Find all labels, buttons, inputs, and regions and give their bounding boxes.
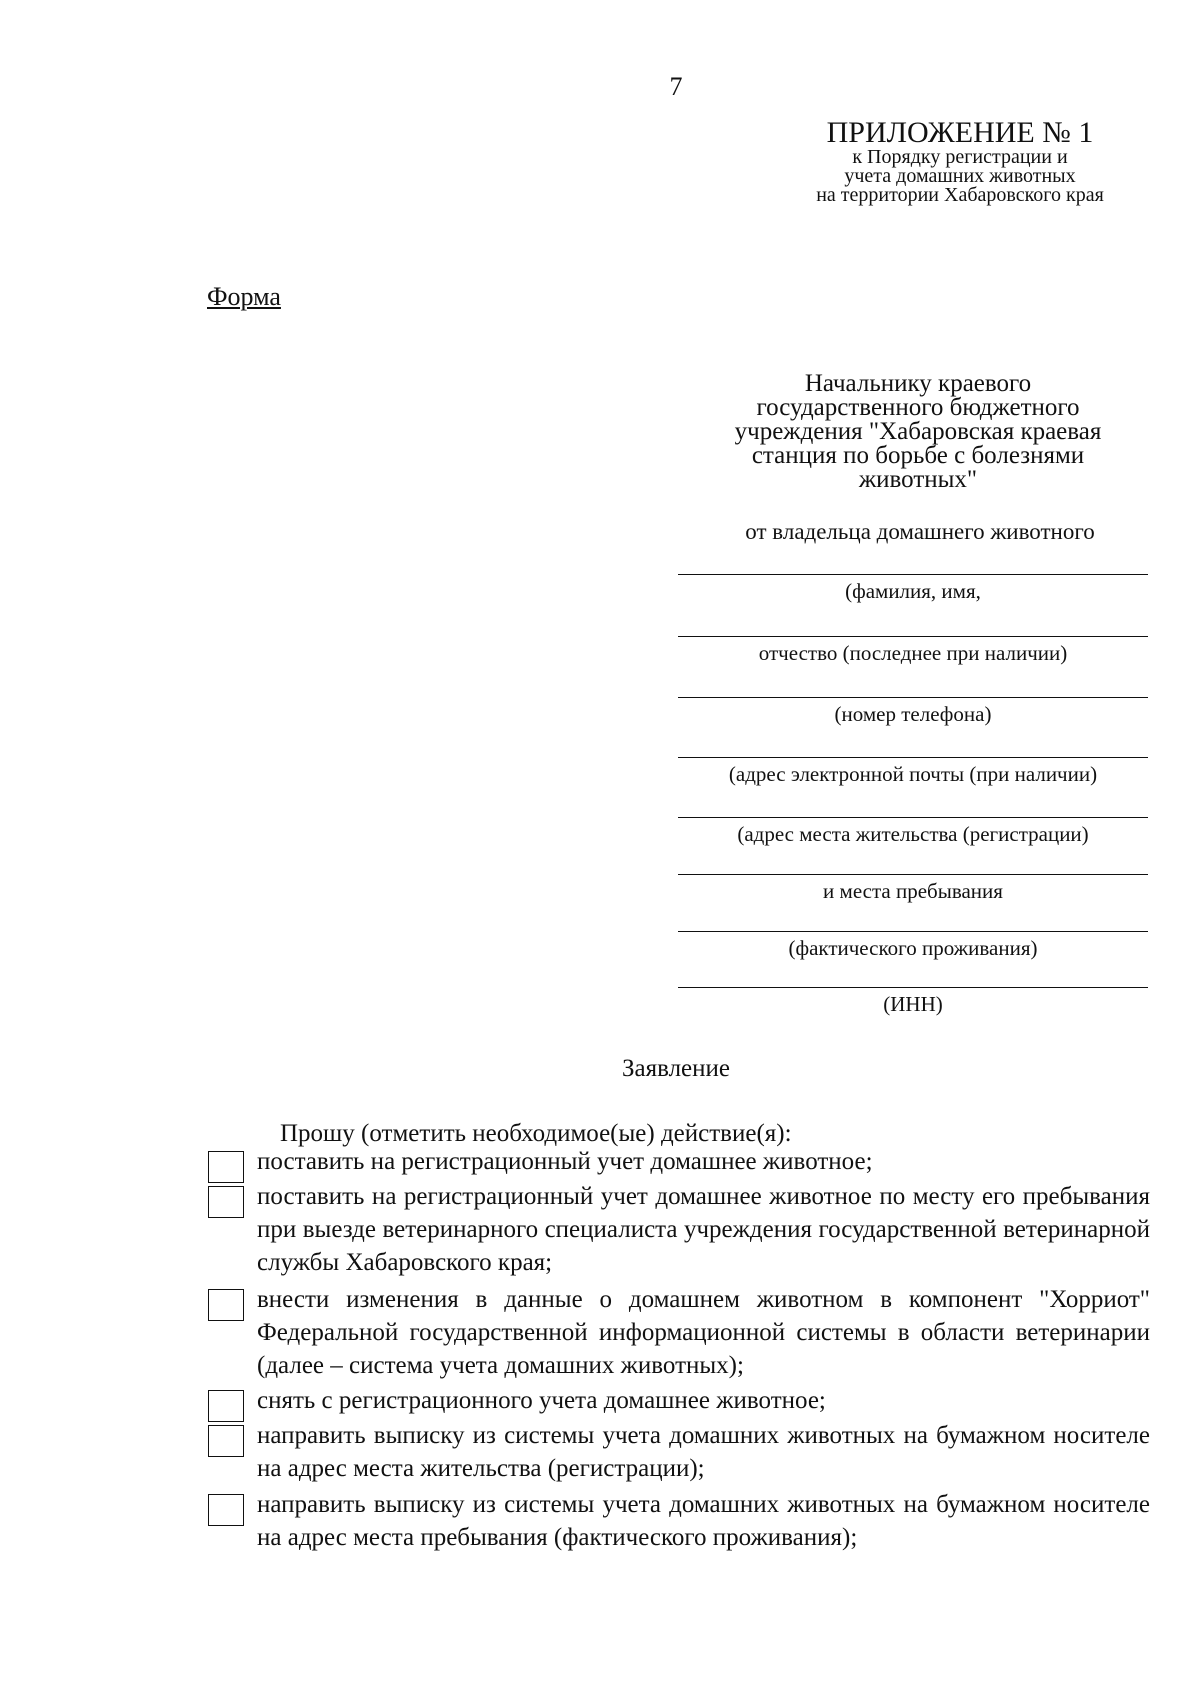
- fill-in-line[interactable]: [678, 757, 1148, 758]
- option-text: направить выписку из системы учета домашних животных на бумажном носителе на адрес места жительства (регистрации);: [257, 1422, 1150, 1482]
- appendix-line: к Порядку регистрации и: [852, 146, 1068, 168]
- stay-address-field[interactable]: [678, 874, 1148, 904]
- addressee-block: [688, 372, 1148, 492]
- field-caption: (ИНН): [883, 992, 943, 1016]
- option-register-at-stay-location: [208, 1180, 1150, 1279]
- fill-in-line[interactable]: [678, 931, 1148, 932]
- fill-in-line[interactable]: [678, 874, 1148, 875]
- appendix-line: учета домашних животных: [844, 165, 1076, 187]
- fill-in-line[interactable]: [678, 574, 1148, 575]
- option-checkbox[interactable]: [208, 1425, 244, 1457]
- from-owner-label: от владельца домашнего животного: [745, 519, 1095, 544]
- addressee-line: животных": [858, 466, 978, 493]
- fill-in-line[interactable]: [678, 817, 1148, 818]
- option-deregister-animal: [208, 1384, 1150, 1417]
- field-caption: (адрес электронной почты (при наличии): [728, 762, 1098, 786]
- option-checkbox[interactable]: [208, 1151, 244, 1183]
- request-intro: Прошу (отметить необходимое(ые) действие(я):: [280, 1120, 792, 1147]
- option-text: снять с регистрационного учета домашнее животное;: [257, 1387, 826, 1414]
- owner-patronymic-field[interactable]: [678, 636, 1148, 666]
- option-checkbox[interactable]: [208, 1289, 244, 1321]
- option-text: поставить на регистрационный учет домашнее животное по месту его пребывания при выезде ветеринарного специалиста учреждения государственной ветеринарной службы Хабаровского края;: [257, 1183, 1150, 1276]
- field-caption: (адрес места жительства (регистрации): [737, 822, 1089, 846]
- addressee-line: станция по борьбе с болезнями: [751, 442, 1085, 469]
- addressee-line: учреждения "Хабаровская краевая: [734, 418, 1102, 445]
- option-text: поставить на регистрационный учет домашнее животное;: [257, 1148, 873, 1175]
- field-caption: отчество (последнее при наличии): [758, 641, 1068, 665]
- residence-address-field[interactable]: [678, 817, 1148, 847]
- phone-field[interactable]: [678, 697, 1148, 727]
- option-extract-to-residence: [208, 1419, 1150, 1485]
- owner-name-field[interactable]: [678, 574, 1148, 604]
- option-text: внести изменения в данные о домашнем животном в компонент "Хорриот" Федеральной государственной информационной системы в области ветеринарии (далее – система учета домашних животных);: [257, 1286, 1150, 1379]
- option-checkbox[interactable]: [208, 1186, 244, 1218]
- page-number: 7: [669, 72, 683, 101]
- fill-in-line[interactable]: [678, 697, 1148, 698]
- option-text: направить выписку из системы учета домашних животных на бумажном носителе на адрес места пребывания (фактического проживания);: [257, 1491, 1150, 1551]
- fill-in-line[interactable]: [678, 987, 1148, 988]
- fill-in-line[interactable]: [678, 636, 1148, 637]
- statement-title: Заявление: [621, 1055, 731, 1082]
- option-register-animal: [208, 1145, 1150, 1178]
- field-caption: (фамилия, имя,: [845, 579, 981, 603]
- field-caption: (фактического проживания): [788, 936, 1038, 960]
- addressee-line: государственного бюджетного: [756, 394, 1080, 421]
- appendix-line: на территории Хабаровского края: [816, 184, 1104, 206]
- field-caption: (номер телефона): [834, 702, 992, 726]
- form-label: Форма: [207, 282, 281, 311]
- actual-residence-field[interactable]: [678, 931, 1148, 961]
- option-change-data: [208, 1283, 1150, 1382]
- email-field[interactable]: [678, 757, 1148, 787]
- inn-field[interactable]: [678, 987, 1148, 1017]
- option-checkbox[interactable]: [208, 1390, 244, 1422]
- field-caption: и места пребывания: [823, 879, 1003, 903]
- appendix-title: ПРИЛОЖЕНИЕ № 1: [826, 116, 1094, 149]
- addressee-line: Начальнику краевого: [804, 370, 1032, 397]
- appendix-header: [740, 118, 1180, 205]
- option-extract-to-stay-location: [208, 1488, 1150, 1554]
- option-checkbox[interactable]: [208, 1494, 244, 1526]
